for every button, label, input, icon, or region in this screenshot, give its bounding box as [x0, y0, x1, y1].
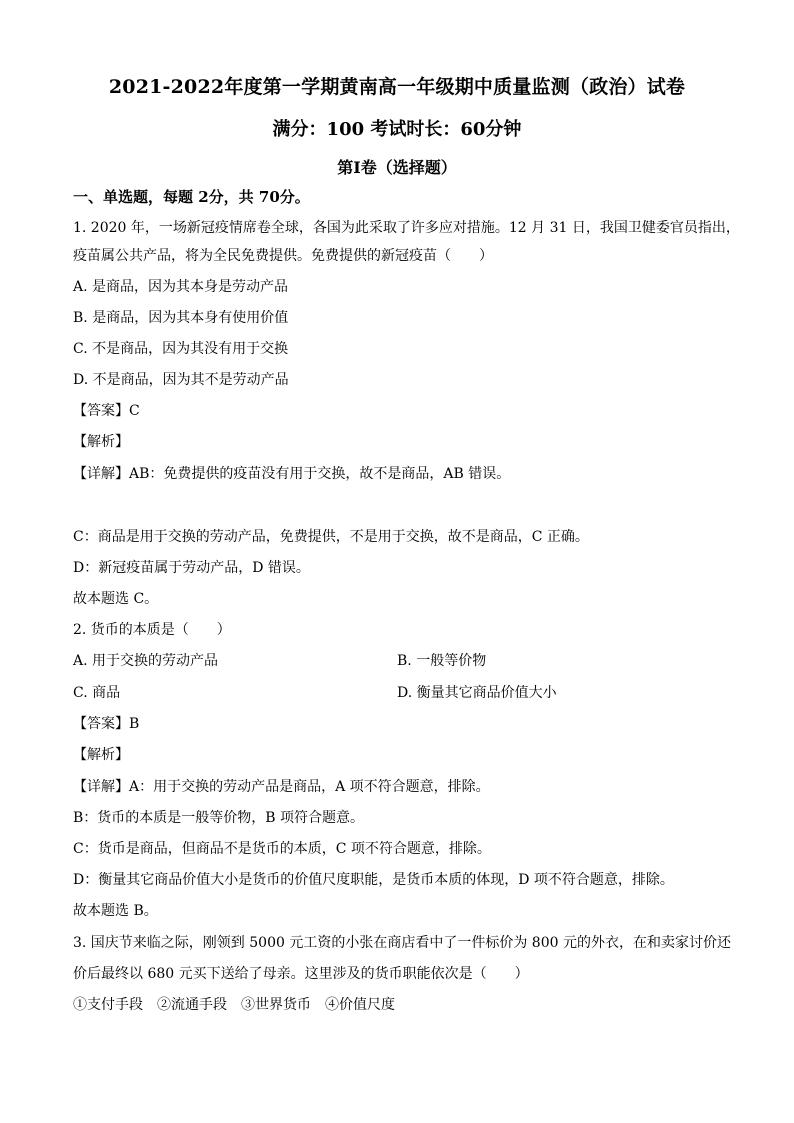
- section-heading: 一、单选题，每题 2分，共 70分。: [73, 188, 310, 206]
- q1-detail-1: 【详解】AB：免费提供的疫苗没有用于交换，故不是商品，AB 错误。: [73, 466, 511, 482]
- part-heading: 第Ⅰ卷（选择题）: [337, 158, 457, 177]
- q2-analysis-label: 【解析】: [73, 747, 129, 763]
- q2-detail-3: C：货币是商品，但商品不是货币的本质，C 项不符合题意，排除。: [73, 841, 491, 857]
- q2-detail-1: 【详解】A：用于交换的劳动产品是商品，A 项不符合题意，排除。: [73, 779, 490, 795]
- q3-stem-line1: 3. 国庆节来临之际，刚领到 5000 元工资的小张在商店看中了一件标价为 800 元的外衣，在和卖家讨价还: [73, 935, 731, 951]
- q3-stem-line2: 价后最终以 680 元买下送给了母亲。这里涉及的货币职能依次是（ ）: [73, 966, 529, 982]
- q1-detail-3: D：新冠疫苗属于劳动产品，D 错误。: [73, 560, 310, 576]
- q2-detail-2: B：货币的本质是一般等价物，B 项符合题意。: [73, 810, 365, 826]
- exam-title: 2021-2022年度第一学期黄南高一年级期中质量监测（政治）试卷: [108, 76, 686, 98]
- q2-option-a: A. 用于交换的劳动产品: [73, 653, 219, 669]
- q1-analysis-label: 【解析】: [73, 434, 129, 450]
- q2-detail-5: 故本题选 B。: [73, 903, 158, 919]
- q2-option-b: B. 一般等价物: [397, 653, 487, 669]
- exam-meta: 满分：100 考试时长：60分钟: [272, 119, 522, 140]
- q3-choices: ①支付手段 ②流通手段 ③世界货币 ④价值尺度: [73, 997, 395, 1013]
- q1-detail-4: 故本题选 C。: [73, 591, 159, 607]
- q1-option-a: A. 是商品，因为其本身是劳动产品: [73, 279, 289, 295]
- q2-detail-4: D：衡量其它商品价值大小是货币的价值尺度职能，是货币本质的体现，D 项不符合题意，排除。: [73, 872, 674, 888]
- q2-answer: 【答案】B: [73, 716, 140, 732]
- q1-stem-line2: 疫苗属公共产品，将为全民免费提供。免费提供的新冠疫苗（ ）: [73, 248, 493, 264]
- q1-detail-2: C：商品是用于交换的劳动产品，免费提供，不是用于交换，故不是商品，C 正确。: [73, 529, 589, 545]
- q2-option-d: D. 衡量其它商品价值大小: [397, 685, 557, 701]
- q2-option-c: C. 商品: [73, 685, 121, 701]
- q1-answer: 【答案】C: [73, 403, 140, 419]
- q2-stem: 2. 货币的本质是（ ）: [73, 622, 231, 638]
- q1-option-c: C. 不是商品，因为其没有用于交换: [73, 341, 289, 357]
- q1-option-b: B. 是商品，因为其本身有使用价值: [73, 310, 289, 326]
- q1-stem-line1: 1. 2020 年，一场新冠疫情席卷全球，各国为此采取了许多应对措施。12 月 31 日，我国卫健委官员指出，: [73, 220, 740, 236]
- q1-option-d: D. 不是商品，因为其不是劳动产品: [73, 372, 289, 388]
